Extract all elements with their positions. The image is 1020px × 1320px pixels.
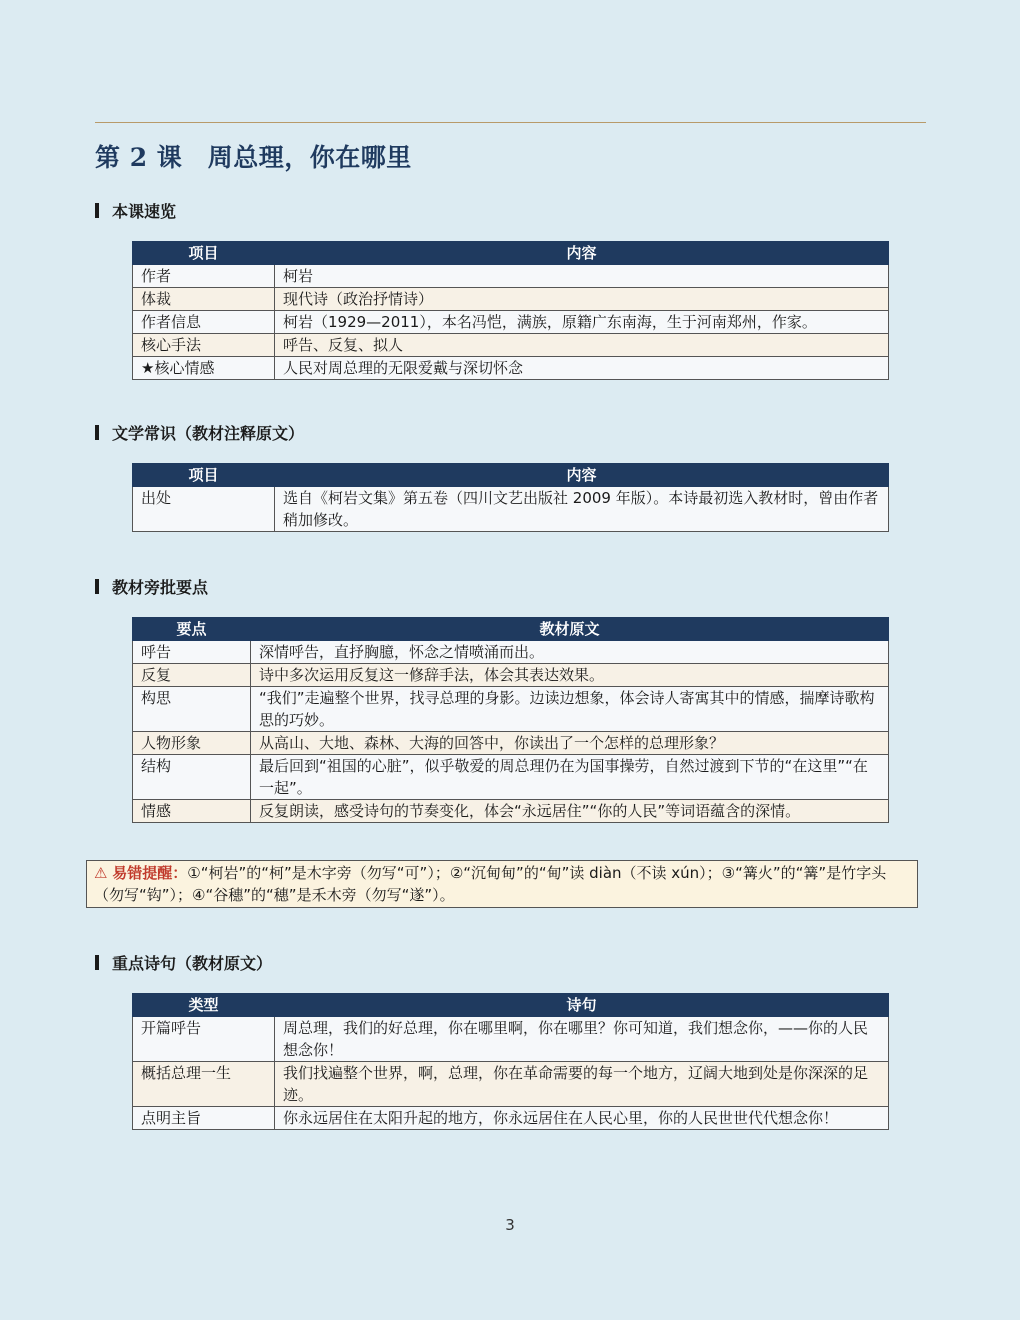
section-marker-icon [95,579,99,594]
table-row [133,357,889,380]
cell-content: 诗中多次运用反复这一修辞手法，体会其表达效果。 [251,664,889,687]
section-marker-icon [95,203,99,218]
cell-item: 构思 [133,687,251,732]
section-heading-text: 重点诗句（教材原文） [112,954,273,973]
cell-content: 周总理，我们的好总理，你在哪里啊，你在哪里？你可知道，我们想念你，——你的人民想念你！ [275,1017,889,1062]
cell-item: 反复 [133,664,251,687]
section-marker-icon [95,955,99,970]
section-heading-annotations [95,575,208,598]
table-row [133,1062,889,1107]
cell-item: 点明主旨 [133,1107,275,1130]
overview-table [132,241,889,380]
cell-content: 选自《柯岩文集》第五卷（四川文艺出版社 2009 年版）。本诗最初选入教材时，曾由作者稍加修改。 [275,487,889,532]
verses-table [132,993,889,1130]
column-header: 项目 [133,464,275,487]
cell-item: 作者 [133,265,275,288]
cell-content: 柯岩 [275,265,889,288]
column-header: 教材原文 [251,618,889,641]
section-heading-overview [95,199,176,222]
cell-content: 我们找遍整个世界，啊，总理，你在革命需要的每一个地方，辽阔大地到处是你深深的足迹。 [275,1062,889,1107]
cell-content: 深情呼告，直抒胸臆，怀念之情喷涌而出。 [251,641,889,664]
lesson-title: 第 2 课 周总理，你在哪里 [95,143,412,172]
section-heading-text: 文学常识（教材注释原文） [112,424,305,443]
cell-content: 呼告、反复、拟人 [275,334,889,357]
column-header: 要点 [133,618,251,641]
table-row [133,334,889,357]
warning-icon: ⚠ [94,864,108,882]
column-header: 内容 [275,464,889,487]
cell-content: 最后回到“祖国的心脏”，似乎敬爱的周总理仍在为国事操劳，自然过渡到下节的“在这里”“在一起”。 [251,755,889,800]
table-row [133,1107,889,1130]
cell-content: 从高山、大地、森林、大海的回答中，你读出了一个怎样的总理形象？ [251,732,889,755]
table-header-row [133,994,889,1017]
column-header: 项目 [133,242,275,265]
cell-item: 体裁 [133,288,275,311]
cell-item: 结构 [133,755,251,800]
table-row [133,732,889,755]
cell-item: 核心手法 [133,334,275,357]
cell-content: 人民对周总理的无限爱戴与深切怀念 [275,357,889,380]
cell-item: 呼告 [133,641,251,664]
cell-content: 反复朗读，感受诗句的节奏变化，体会“永远居住”“你的人民”等词语蕴含的深情。 [251,800,889,823]
cell-item: 人物形象 [133,732,251,755]
cell-item: 出处 [133,487,275,532]
annotations-table [132,617,889,823]
column-header: 类型 [133,994,275,1017]
page-number: 3 [505,1216,515,1234]
cell-item: 情感 [133,800,251,823]
cell-item: 开篇呼告 [133,1017,275,1062]
warning-label: 易错提醒： [112,864,188,882]
table-row [133,288,889,311]
table-header-row [133,464,889,487]
section-marker-icon [95,425,99,440]
section-heading-verses [95,951,272,974]
table-row [133,755,889,800]
table-header-row [133,242,889,265]
error-warning-box [86,860,918,908]
table-row [133,664,889,687]
table-row [133,265,889,288]
table-row [133,1017,889,1062]
section-heading-text: 本课速览 [112,202,177,221]
column-header: 内容 [275,242,889,265]
literature-table [132,463,889,532]
cell-content: “我们”走遍整个世界，找寻总理的身影。边读边想象，体会诗人寄寓其中的情感，揣摩诗歌构思的巧妙。 [251,687,889,732]
table-row [133,800,889,823]
table-row [133,487,889,532]
warning-text: ①“柯岩”的“柯”是木字旁（勿写“可”）；②“沉甸甸”的“甸”读 diàn（不读 xún）；③“篝火”的“篝”是竹字头（勿写“钩”）；④“谷穗”的“穗”是禾木旁（勿写“遂”）。 [94,864,887,904]
cell-item: 概括总理一生 [133,1062,275,1107]
cell-content: 柯岩（1929—2011），本名冯恺，满族，原籍广东南海，生于河南郑州，作家。 [275,311,889,334]
section-heading-literature [95,421,304,444]
table-row [133,641,889,664]
section-heading-text: 教材旁批要点 [112,578,209,597]
cell-item: 作者信息 [133,311,275,334]
table-header-row [133,618,889,641]
table-row [133,311,889,334]
cell-item: ★核心情感 [133,357,275,380]
cell-content: 你永远居住在太阳升起的地方，你永远居住在人民心里，你的人民世世代代想念你！ [275,1107,889,1130]
cell-content: 现代诗（政治抒情诗） [275,288,889,311]
table-row [133,687,889,732]
column-header: 诗句 [275,994,889,1017]
top-divider [95,122,926,123]
